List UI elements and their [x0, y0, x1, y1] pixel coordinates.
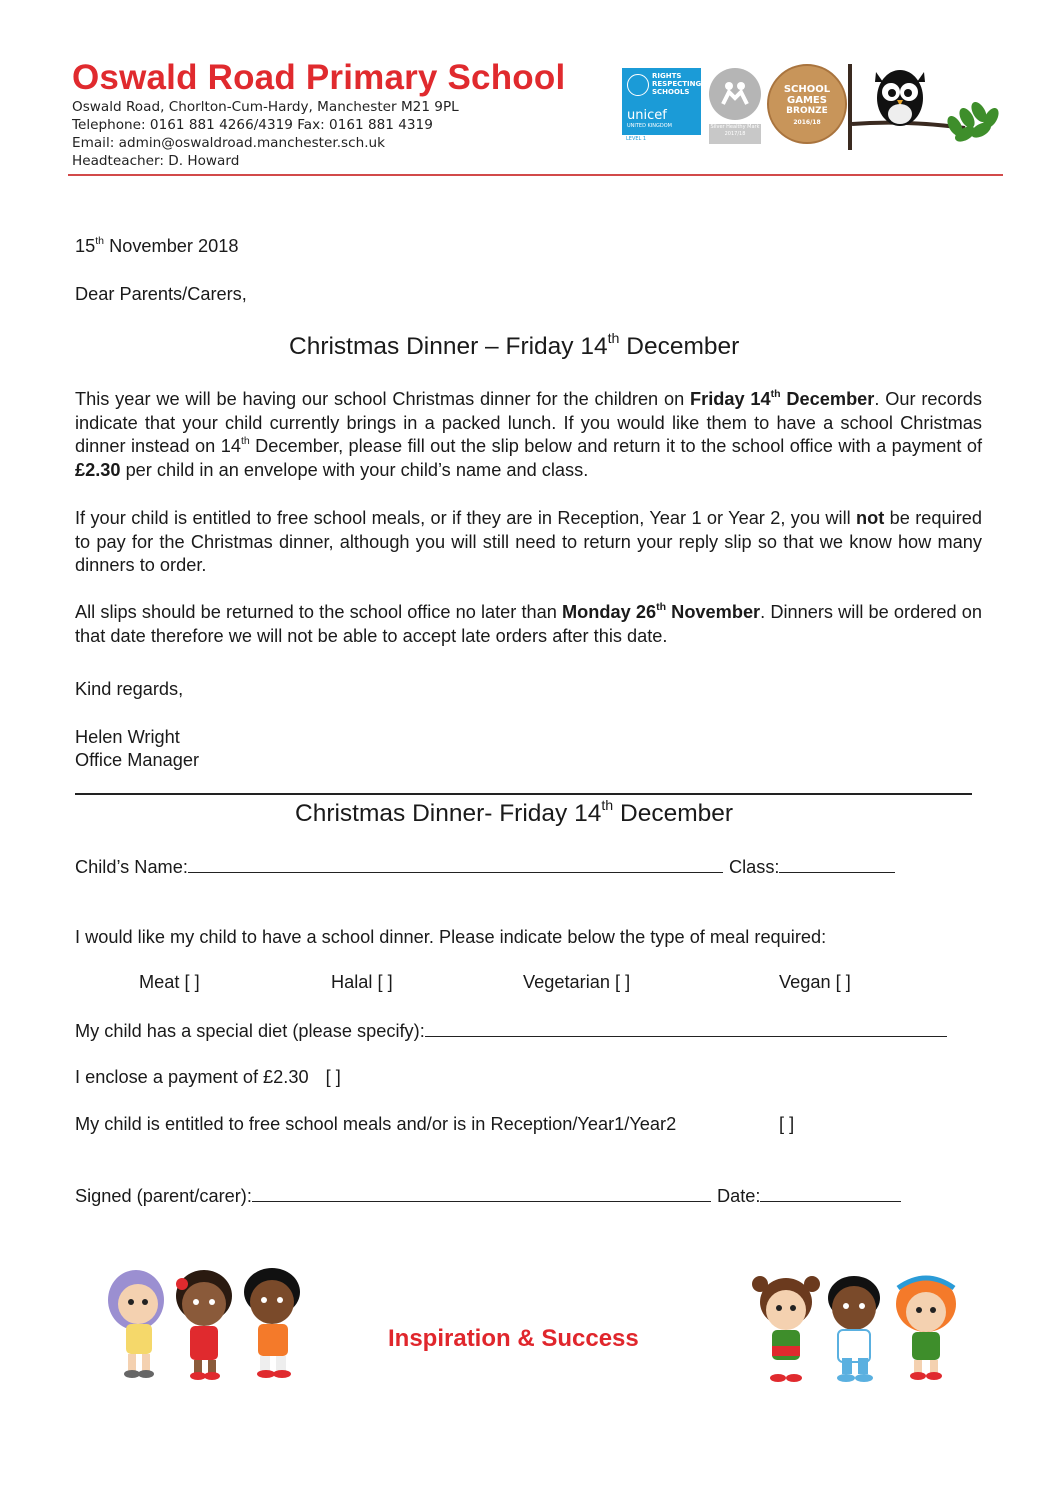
globe-icon: [627, 74, 649, 96]
date-field[interactable]: [760, 1185, 901, 1202]
signature-field[interactable]: [252, 1185, 711, 1202]
special-diet-row: [75, 1020, 947, 1042]
free-meals-label: My child is entitled to free school meals and/or is in Reception/Year1/Year2: [75, 1114, 677, 1134]
unicef-rrs-logo: [622, 68, 701, 135]
meal-checkbox-meat[interactable]: [ ]: [184, 972, 200, 992]
owl-branch-logo: [845, 62, 1005, 154]
letter-paragraph-1: This year we will be having our school Christmas dinner for the children on Friday 14th December. Our records indicate that your child currently brings in a packed lunch. If you would like them to have a school Christmas dinner instead on 14th December, please fill out the slip below and return it to the school office with a payment of £2.30 per child in an envelope with your child’s name and class.: [75, 387, 983, 480]
school-headteacher: Headteacher: D. Howard: [72, 153, 240, 169]
child-name-field[interactable]: [188, 856, 723, 873]
unicef-brand: unicef: [627, 108, 667, 123]
letter-closing: Kind regards,: [75, 679, 184, 699]
free-meals-row: [75, 1114, 676, 1135]
special-diet-field[interactable]: [425, 1020, 947, 1037]
unicef-country: UNITED KINGDOM: [627, 123, 672, 129]
letter-date: 15th November 2018: [75, 234, 239, 256]
school-motto: Inspiration & Success: [388, 1325, 639, 1352]
header-divider: [68, 174, 1003, 176]
payment-label: I enclose a payment of £2.30: [75, 1067, 309, 1087]
letter-salutation: Dear Parents/Carers,: [75, 284, 247, 304]
slip-cut-line: [75, 793, 972, 795]
meal-option-vegetarian: Vegetarian [ ]: [523, 972, 631, 992]
meal-checkbox-vegetarian[interactable]: [ ]: [615, 972, 631, 992]
school-name: Oswald Road Primary School: [72, 58, 566, 97]
school-telephone: Telephone: 0161 881 4266/4319 Fax: 0161 881 4319: [72, 117, 433, 133]
letter-title: Christmas Dinner – Friday 14th December: [289, 331, 740, 360]
special-diet-label: My child has a special diet (please specify):: [75, 1021, 425, 1041]
unicef-logo-line: RESPECTING: [652, 80, 702, 88]
games-logo-line: SCHOOL: [783, 84, 831, 95]
class-label: Class:: [728, 857, 780, 877]
meal-option-vegan: Vegan [ ]: [779, 972, 851, 992]
meal-option-halal: Halal [ ]: [331, 972, 393, 992]
people-icon: [709, 68, 761, 120]
unicef-logo-line: SCHOOLS: [652, 88, 690, 96]
school-games-bronze-logo: [767, 64, 847, 144]
games-logo-line: BRONZE: [786, 106, 828, 116]
class-field[interactable]: [779, 856, 895, 873]
child-name-row: [75, 856, 895, 878]
date-label: Date:: [716, 1186, 761, 1206]
school-email: Email: admin@oswaldroad.manchester.sch.uk: [72, 135, 386, 151]
signed-label: Signed (parent/carer):: [75, 1186, 252, 1206]
unicef-logo-line: RIGHTS: [652, 72, 682, 80]
signed-row: [75, 1185, 901, 1207]
signer-name: Helen Wright: [75, 727, 180, 747]
child-name-label: Child’s Name:: [75, 857, 188, 877]
meal-checkbox-halal[interactable]: [ ]: [377, 972, 393, 992]
meal-prompt: I would like my child to have a school dinner. Please indicate below the type of meal required:: [75, 927, 827, 947]
games-logo-line: 2016/18: [793, 119, 821, 126]
payment-row: [75, 1067, 341, 1088]
unicef-level: LEVEL 1: [626, 136, 647, 142]
payment-checkbox[interactable]: [ ]: [325, 1067, 341, 1087]
meal-checkbox-vegan[interactable]: [ ]: [835, 972, 851, 992]
slip-title: Christmas Dinner- Friday 14th December: [295, 798, 734, 827]
letter-paragraph-2: If your child is entitled to free school meals, or if they are in Reception, Year 1 or Year 2, you will not be required to pay for the Christmas dinner, although you will still need to return your reply slip so that we know how many dinners to order.: [75, 508, 982, 576]
healthy-schools-caption: Silver Healthy Mark 2017/18: [709, 124, 761, 144]
healthy-schools-logo: [709, 68, 761, 120]
children-illustration-right: [746, 1268, 966, 1388]
signer-title: Office Manager: [75, 750, 200, 770]
school-address: Oswald Road, Chorlton-Cum-Hardy, Manchester M21 9PL: [72, 99, 459, 115]
letter-paragraph-3: All slips should be returned to the school office no later than Monday 26th November. Dinners will be ordered on that date therefore we will not be able to accept late orders after this date.: [75, 600, 982, 646]
free-meals-checkbox[interactable]: [ ]: [779, 1114, 795, 1134]
meal-option-meat: Meat [ ]: [139, 972, 200, 992]
games-logo-line: GAMES: [787, 95, 827, 106]
children-illustration-left: [96, 1262, 312, 1384]
